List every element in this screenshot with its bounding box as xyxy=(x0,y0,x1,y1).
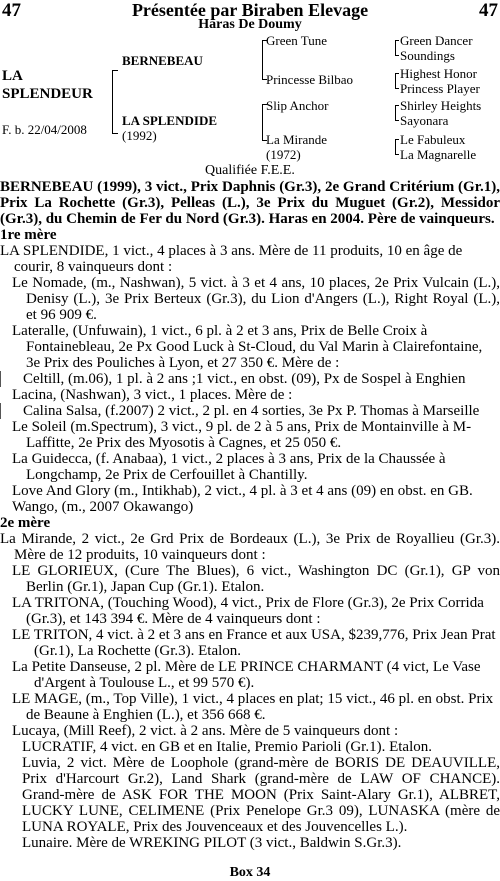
produce-lacina: Lacina, (Nashwan), 3 vict., 1 places. Mère de : xyxy=(12,387,293,403)
ancestor-1: Green Dancer xyxy=(400,33,473,48)
first-dam-intro: LA SPLENDIDE, 1 vict., 4 places à 3 ans. Mère de 11 produits, 10 en âge de courir, 8 vainqueurs dont : xyxy=(0,243,463,275)
produce-love-and-glory: Love And Glory (m., Intikhab), 2 vict., 4 pl. à 3 et 4 ans (09) en obst. en GB. xyxy=(12,483,473,499)
bracket-line xyxy=(112,133,118,134)
produce-le-mage: LE MAGE, (m., Top Ville), 1 vict., 4 places en plat; 15 vict., 46 pl. en obst. Prix de Beaune à Enghien (L.), et 356 668 €. xyxy=(12,691,494,723)
ancestor-2: Soundings xyxy=(400,48,455,63)
page-number-left: 47 xyxy=(2,0,21,21)
produce-calina-salsa: Calina Salsa, (f.2007) 2 vict., 2 pl. en 4 sorties, 3e Px P. Thomas à Marseille xyxy=(0,403,500,419)
produce-wango: Wango, (m., 2007 Okawango) xyxy=(12,499,194,515)
bracket-line xyxy=(395,40,396,55)
produce-le-nomade: Le Nomade, (m., Nashwan), 5 vict. à 3 et 4 ans, 10 places, 2e Prix Vulcain (L.), Denisy (L.), 3e Prix Berteux (Gr.3), du Lion d'Angers (L.), Right Royal (L.), et 96 909 €. xyxy=(12,275,500,323)
bracket-line xyxy=(112,70,118,71)
produce-lateralle: Lateralle, (Unfuwain), 1 vict., 6 pl. à 2 et 3 ans, Prix de Belle Croix à Fontainebleau, 2e Px Good Luck à St-Cloud, du Val Marin à Clairefontaine, 3e Prix des Pouliches à Lyon, et 27 350 €. Mère de : xyxy=(12,323,483,371)
qualification: Qualifiée F.E.E. xyxy=(205,163,295,178)
grandsire-paternal: Green Tune xyxy=(266,33,328,48)
bracket-line xyxy=(395,73,396,88)
granddam-paternal: Princesse Bilbao xyxy=(266,72,354,87)
produce-luvia: Luvia, 2 vict. Mère de Loophole (grand-mère de BORIS DE DEAUVILLE, Prix d'Harcourt Gr.2), Land Shark (grand-mère de LAW OF CHANCE). Grand-mère de ASK FOR THE MOON (Prix Saint-Alary Gr.1), ALBRET, LUCKY LUNE, CELIMENE (Prix Penelope Gr.3 09), LUNASKA (mère de LUNA ROYALE, Prix des Jouvenceaux et des Jouvencelles L.). xyxy=(22,755,500,835)
foaling-info: F. b. 22/04/2008 xyxy=(2,122,87,137)
pedigree-notes xyxy=(0,179,500,851)
page-number-right: 47 xyxy=(479,0,498,21)
produce-lunaire: Lunaire. Mère de WREKING PILOT (3 vict., Baldwin S.Gr.3). xyxy=(22,835,402,851)
ancestor-6: Sayonara xyxy=(400,113,449,128)
bracket-line xyxy=(395,154,399,155)
produce-la-petite-danseuse: La Petite Danseuse, 2 pl. Mère de LE PRINCE CHARMANT (4 vict, Le Vase d'Argent à Toulouse L., et 99 570 €). xyxy=(12,659,481,691)
produce-lucratif: LUCRATIF, 4 vict. en GB et en Italie, Premio Parioli (Gr.1). Etalon. xyxy=(22,739,432,755)
second-dam-heading: 2e mère xyxy=(0,515,51,531)
sire-description: BERNEBEAU (1999), 3 vict., Prix Daphnis (Gr.3), 2e Grand Critérium (Gr.1), Prix La Rochette (Gr.3), Pelleas (L.), 3e Prix du Muguet (Gr.2), Messidor (Gr.3), du Chemin de Fer du Nord (Gr.3). Haras en 2004. Père de vainqueurs. xyxy=(0,179,500,227)
second-dam-intro: La Mirande, 2 vict., 2e Grd Prix de Bordeaux (L.), 3e Prix de Royallieu (Gr.3). Mère de 12 produits, 10 vainqueurs dont : xyxy=(0,531,500,563)
bracket-line xyxy=(395,139,396,154)
bracket-line xyxy=(395,40,399,41)
produce-le-glorieux: LE GLORIEUX, (Cure The Blues), 6 vict., Washington DC (Gr.1), GP von Berlin (Gr.1), Japan Cup (Gr.1). Etalon. xyxy=(12,563,500,595)
bracket-line xyxy=(395,55,399,56)
horse-name-line2: SPLENDEUR xyxy=(2,86,93,102)
bracket-line xyxy=(395,139,399,140)
produce-lucaya: Lucaya, (Mill Reef), 2 vict. à 2 ans. Mère de 5 vainqueurs dont : xyxy=(12,723,399,739)
bracket-line xyxy=(395,120,399,121)
produce-la-guidecca: La Guidecca, (f. Anabaa), 1 vict., 2 places à 3 ans, Prix de la Chaussée à Longchamp, 2e Prix de Cerfouillet à Chantilly. xyxy=(12,451,446,483)
bracket-line xyxy=(395,88,399,89)
dam-year: (1992) xyxy=(122,128,157,143)
horse-name-line1: LA xyxy=(2,68,23,84)
bracket-line xyxy=(262,104,263,141)
page-title: Présentée par Biraben Elevage xyxy=(131,0,369,20)
produce-le-triton: LE TRITON, 4 vict. à 2 et 3 ans en France et aux USA, $239,776, Prix Jean Prat (Gr.1), La Rochette (Gr.3). Etalon. xyxy=(12,627,496,659)
produce-le-soleil: Le Soleil (m.Spectrum), 3 vict., 9 pl. de 2 à 5 ans, Prix de Montainville à M-Laffitte, 2e Prix des Myosotis à Cagnes, et 25 050 €. xyxy=(12,419,472,451)
bracket-line xyxy=(112,70,113,134)
ancestor-8: La Magnarelle xyxy=(400,147,477,162)
sire-name: BERNEBEAU xyxy=(122,53,203,68)
bracket-line xyxy=(395,73,399,74)
first-dam-heading: 1re mère xyxy=(0,227,57,243)
ancestor-7: Le Fabuleux xyxy=(400,132,466,147)
granddam-maternal: La Mirande xyxy=(266,132,328,147)
box-number: Box 34 xyxy=(229,865,271,880)
granddam-maternal-year: (1972) xyxy=(266,147,301,162)
bracket-line xyxy=(395,105,399,106)
bracket-line xyxy=(262,40,263,80)
stud-name: Haras De Doumy xyxy=(198,17,302,32)
ancestor-3: Highest Honor xyxy=(400,66,477,81)
ancestor-5: Shirley Heights xyxy=(400,98,482,113)
bracket-line xyxy=(395,105,396,120)
grandsire-maternal: Slip Anchor xyxy=(266,98,329,113)
produce-celtill: Celtill, (m.06), 1 pl. à 2 ans ;1 vict., en obst. (09), Px de Sospel à Enghien xyxy=(0,371,500,387)
dam-name: LA SPLENDIDE xyxy=(122,113,217,128)
ancestor-4: Princess Player xyxy=(400,81,480,96)
produce-la-tritona: LA TRITONA, (Touching Wood), 4 vict., Prix de Flore (Gr.3), 2e Prix Corrida (Gr.3), et 143 394 €. Mère de 4 vainqueurs dont : xyxy=(12,595,484,627)
